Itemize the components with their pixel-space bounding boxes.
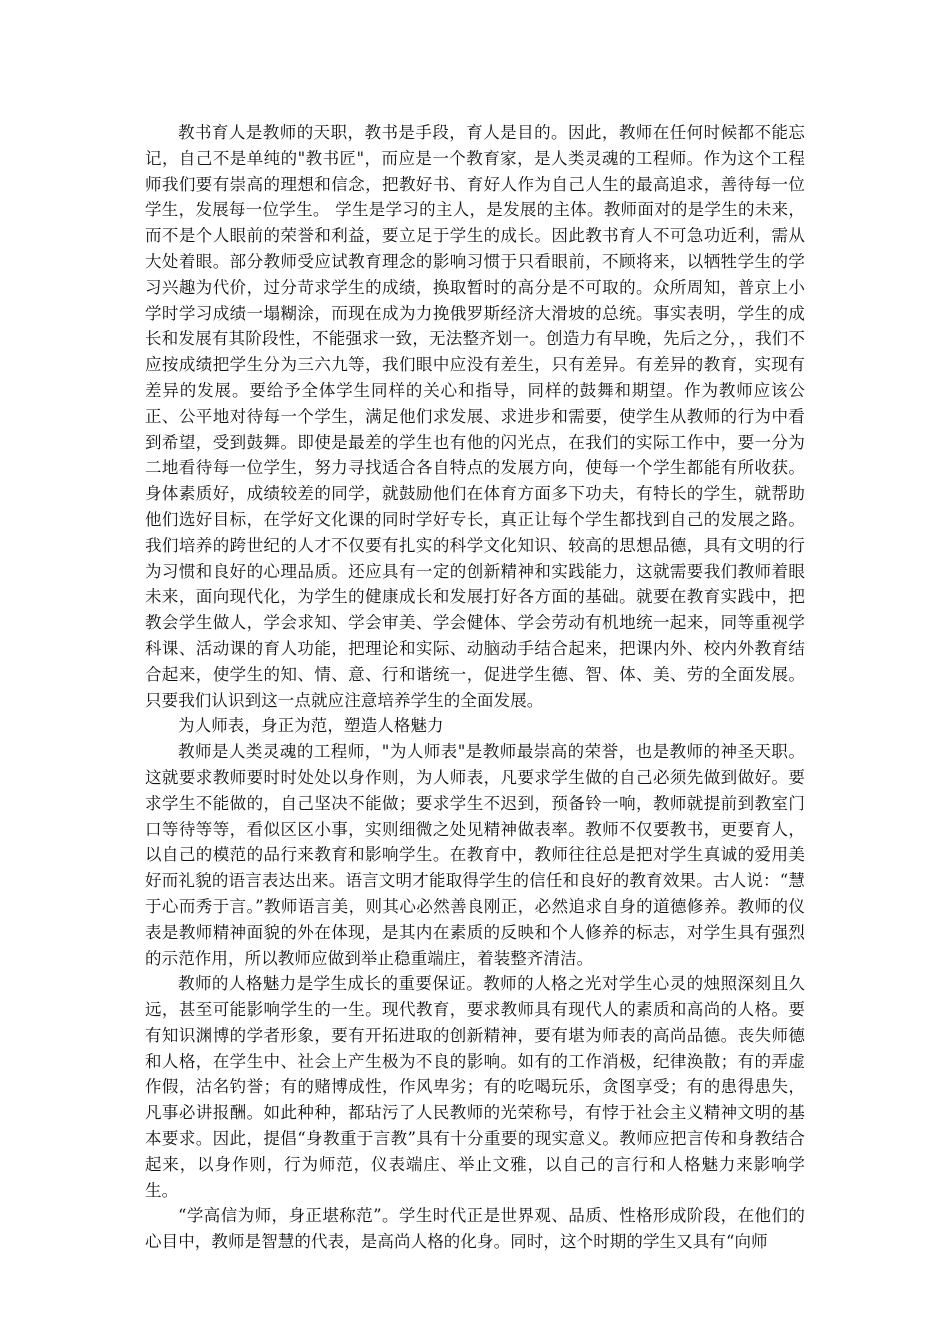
section-heading: 为人师表，身正为范，塑造人格魅力 (178, 716, 444, 736)
paragraph-personality-charm: 教师的人格魅力是学生成长的重要保证。教师的人格之光对学生心灵的烛照深刻且久远，甚至可能影响学生的一生。现代教育，要求教师具有现代人的素质和高尚的人格。要有知识渊博的学者形象，要有开拓进取的创新精神，要有堪为师表的高尚品德。丧失师德和人格，在学生中、社会上产生极为不良的影响。如有的工作消极，纪律涣散；有的弄虚作假，沽名钓誉；有的赌博成性，作风卑劣；有的吃喝玩乐，贪图享受；有的患得患失，凡事必讲报酬。如此种种，都玷污了人民教师的光荣称号，有悖于社会主义精神文明的基本要求。因此，提倡“身教重于言教”具有十分重要的现实意义。教师应把言传和身教结合起来，以身作则，行为师范，仪表端庄、举止文雅，以自己的言行和人格魅力来影响学生。 (145, 974, 805, 1200)
paragraph-teaching-duty: 教书育人是教师的天职，教书是手段，育人是目的。因此，教师在任何时候都不能忘记，自己不是单纯的"教书匠"，而应是一个教育家，是人类灵魂的工程师。作为这个工程师我们要有崇高的理想和信念，把教好书、育好人作为自己人生的最高追求，善待每一位学生，发展每一位学生。 学生是学习的主人，是发展的主体。教师面对的是学生的未来，而不是个人眼前的荣誉和利益，要立足于学生的成长。因此教书育人不可急功近利，需从大处着眼。部分教师受应试教育理念的影响习惯于只看眼前，不顾将来，以牺牲学生的学习兴趣为代价，过分苛求学生的成绩，换取暂时的高分是不可取的。众所周知，普京上小学时学习成绩一塌糊涂，而现在成为力挽俄罗斯经济大滑坡的总统。事实表明，学生的成长和发展有其阶段性，不能强求一致，无法整齐划一。创造力有早晚，先后之分，，我们不应按成绩把学生分为三六九等，我们眼中应没有差生，只有差异。有差异的教育，实现有差异的发展。要给予全体学生同样的关心和指导，同样的鼓舞和期望。作为教师应该公正、公平地对待每一个学生，满足他们求发展、求进步和需要，使学生从教师的行为中看到希望，受到鼓舞。即使是最差的学生也有他的闪光点，在我们的实际工作中，要一分为二地看待每一位学生，努力寻找适合各自特点的发展方向，使每一个学生都能有所收获。身体素质好，成绩较差的同学，就鼓励他们在体育方面多下功夫，有特长的学生，就帮助他们选好目标，在学好文化课的同时学好专长，真正让每个学生都找到自己的发展之路。我们培养的跨世纪的人才不仅要有扎实的科学文化知识、较高的思想品德，具有文明的行为习惯和良好的心理品质。还应具有一定的创新精神和实践能力，这就需要我们教师着眼未来，面向现代化，为学生的健康成长和发展打好各方面的基础。就要在教育实践中，把教会学生做人，学会求知、学会审美、学会健体、学会劳动有机地统一起来，同等重视学科课、活动课的育人功能，把理论和实际、动脑动手结合起来，把课内外、校内外教育结合起来，使学生的知、情、意、行和谐统一，促进学生德、智、体、美、劳的全面发展。只要我们认识到这一点就应注意培养学生的全面发展。 (145, 123, 805, 710)
paragraph-knowledge-example: “学高信为师，身正堪称范”。学生时代正是世界观、品质、性格形成阶段，在他们的心目中，教师是智慧的代表，是高尚人格的化身。同时，这个时期的学生又具有“向师 (145, 1206, 805, 1252)
document-body (145, 120, 805, 1255)
paragraph-role-model: 教师是人类灵魂的工程师，"为人师表"是教师最崇高的荣誉，也是教师的神圣天职。这就要求教师要时时处处以身作则，为人师表，凡要求学生做的自己必须先做到做好。要求学生不能做的，自己坚决不能做；要求学生不迟到，预备铃一响，教师就提前到教室门口等待等等，看似区区小事，实则细微之处见精神做表率。教师不仅要教书，更要育人，以自己的模范的品行来教育和影响学生。在教育中，教师往往总是把对学生真诚的爱用美好而礼貌的语言表达出来。语言文明才能取得学生的信任和良好的教育效果。古人说：“慧于心而秀于言。”教师语言美，则其心必然善良刚正，必然追求自身的道德修养。教师的仪表是教师精神面貌的外在体现，是其内在素质的反映和个人修养的标志，对学生具有强烈的示范作用，所以教师应做到举止稳重端庄，着装整齐清洁。 (145, 742, 805, 968)
